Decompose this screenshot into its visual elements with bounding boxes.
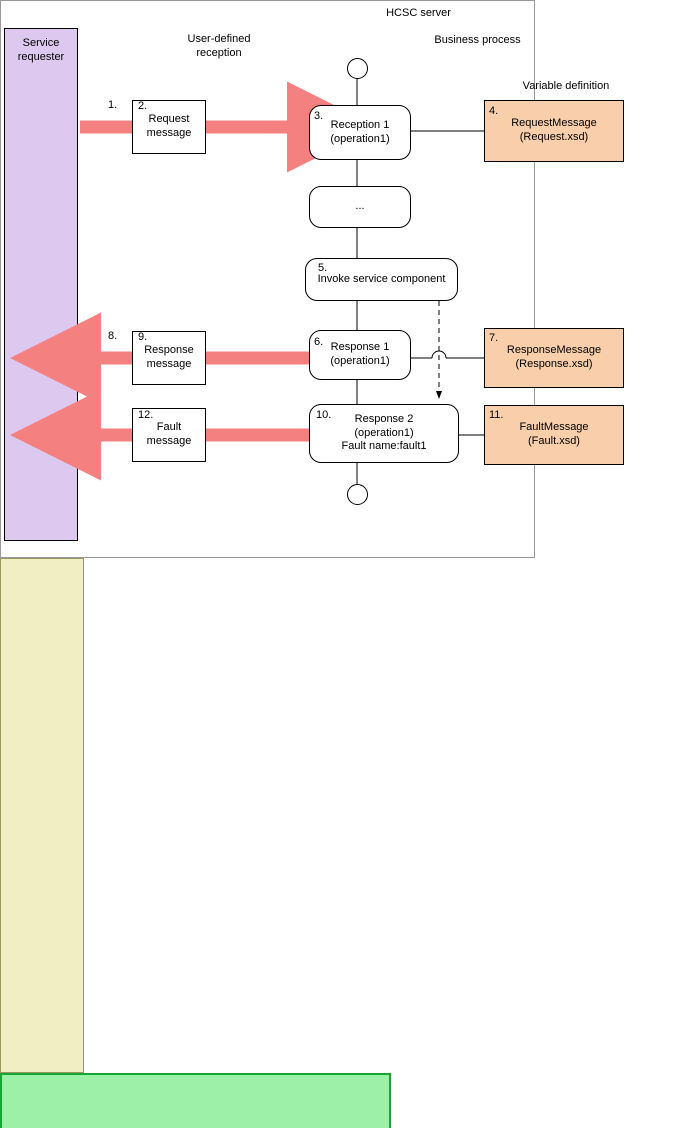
reception-title-line2: reception — [196, 46, 242, 59]
ellipsis-node — [309, 186, 411, 228]
invoke-service-component-label: Invoke service component — [317, 272, 446, 285]
fault-message-variable-line2: (Fault.xsd) — [528, 435, 580, 447]
response-message-variable — [484, 328, 624, 388]
fault-message-variable-line1: FaultMessage — [519, 421, 589, 434]
response-2-line1: Response 2 — [354, 412, 414, 425]
response-1-line1: Response 1 — [330, 341, 390, 354]
user-defined-reception-title — [178, 33, 260, 61]
ellipsis-label: ... — [355, 200, 365, 213]
start-event-circle — [347, 58, 368, 79]
fault-message-variable — [484, 405, 624, 465]
request-message-variable — [484, 100, 624, 162]
request-message-variable-line2: (Request.xsd) — [519, 131, 589, 143]
response-2-line3: Fault name:fault1 — [341, 440, 427, 453]
response-message-variable-line2: (Response.xsd) — [515, 358, 593, 370]
label-num-5: 5. — [318, 262, 328, 274]
end-event-circle — [347, 484, 368, 505]
response-message-line2: message — [146, 358, 192, 370]
label-num-4: 4. — [489, 105, 499, 117]
label-num-12: 12. — [138, 409, 154, 421]
request-message-line1: Request — [148, 113, 190, 126]
hcsc-server-title: HCSC server — [386, 7, 451, 19]
reception-title-line1: User-defined — [187, 33, 251, 45]
response-1-node — [309, 330, 411, 380]
request-message-line2: message — [146, 127, 192, 139]
label-num-3: 3. — [314, 110, 324, 122]
request-message-variable-line1: RequestMessage — [511, 117, 597, 130]
response-2-line2: (operation1) — [354, 426, 414, 439]
response-message-line1: Response — [144, 344, 194, 357]
response-1-line2: (operation1) — [330, 355, 390, 367]
service-requester-label-line1: Service — [22, 37, 60, 49]
business-process-title: Business process — [434, 34, 521, 46]
response-2-node — [309, 404, 459, 463]
reception-1-line2: (operation1) — [330, 132, 390, 145]
label-num-2: 2. — [138, 100, 148, 112]
fault-message-line2: message — [146, 435, 192, 447]
invoke-service-component-node — [305, 258, 458, 301]
reception-1-node — [309, 105, 411, 160]
label-num-1: 1. — [108, 99, 118, 111]
user-defined-reception-region — [0, 558, 84, 1073]
response-message-variable-line1: ResponseMessage — [506, 344, 602, 357]
label-num-10: 10. — [316, 409, 332, 421]
fault-message-line1: Fault — [156, 421, 182, 434]
label-num-8: 8. — [108, 330, 118, 342]
label-num-11: 11. — [489, 409, 504, 421]
service-requester-region — [4, 28, 78, 541]
label-num-9: 9. — [138, 331, 148, 343]
variable-definition-title: Variable definition — [522, 80, 610, 92]
label-num-6: 6. — [314, 336, 324, 348]
reception-1-line1: Reception 1 — [330, 118, 390, 131]
business-process-region — [0, 1073, 391, 1128]
label-num-7: 7. — [489, 332, 499, 344]
service-requester-label-line2: requester — [17, 50, 65, 63]
